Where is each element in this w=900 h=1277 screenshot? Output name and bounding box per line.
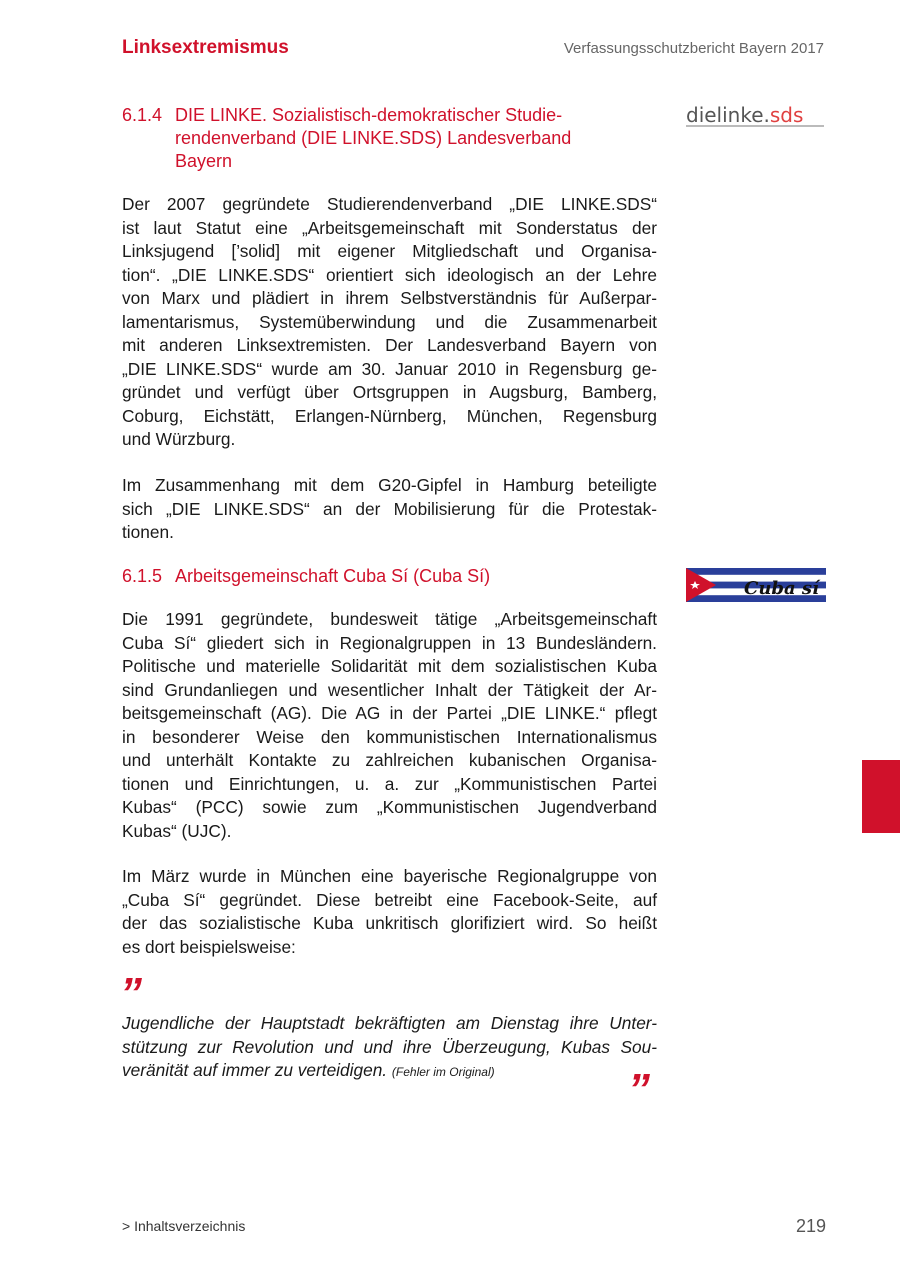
quote-line: Jugendliche der Hauptstadt bekräftigten am Dienstag ihre Unter- [122, 1013, 657, 1033]
text-line: tion“. „DIE LINKE.SDS“ orientiert sich ideologisch an der Lehre [122, 264, 657, 285]
quote-note: (Fehler im Original) [391, 1065, 495, 1079]
section-title: Arbeitsgemeinschaft Cuba Sí (Cuba Sí) [175, 566, 491, 586]
logo-text: Cuba sí [744, 578, 819, 599]
quote-line: stützung zur Revolution und und ihre Überzeugung, Kubas Sou- [122, 1036, 657, 1057]
quote-block [122, 1012, 657, 1085]
quote-close-mark: ” [628, 1065, 650, 1114]
text-line: es dort beispielsweise: [122, 936, 296, 957]
text-line: und unterhält Kontakte zu zahlreichen kubanischen Organisa- [122, 750, 657, 770]
text-line: der das sozialistische Kuba unkritisch glorifiziert wird. So heißt [122, 913, 657, 933]
text-line: in besonderer Weise den kommunistischen Internationalismus [122, 726, 657, 747]
section-title-line: Bayern [175, 151, 233, 171]
text-line: tionen und Einrichtungen, u. a. zur „Kommunistischen Partei [122, 773, 657, 794]
paragraph-sds-intro [122, 193, 657, 452]
text-line: gründet und verfügt über Ortsgruppen in Augsburg, Bamberg, [122, 382, 657, 402]
paragraph-cuba-si-intro [122, 608, 657, 843]
chapter-title: Linksextremismus [122, 37, 289, 58]
text-line: ist laut Statut eine „Arbeitsgemeinschaft mit Sonderstatus der [122, 217, 657, 238]
text-line: und Würzburg. [122, 429, 236, 449]
report-title: Verfassungsschutzbericht Bayern 2017 [563, 40, 824, 57]
text-line: Im Zusammenhang mit dem G20-Gipfel in Hamburg beteiligte [122, 475, 657, 495]
text-line: Die 1991 gegründete, bundesweit tätige „Arbeitsgemeinschaft [122, 609, 657, 629]
quote-line: veränität auf immer zu verteidigen. [122, 1060, 388, 1080]
toc-link[interactable]: > Inhaltsverzeichnis [122, 1218, 246, 1234]
section-title-line: rendenverband (DIE LINKE.SDS) Landesverband [175, 128, 572, 148]
text-line: Linksjugend [’solid] mit eigener Mitgliedschaft und Organisa- [122, 241, 657, 261]
text-line: sich „DIE LINKE.SDS“ an der Mobilisierung für die Protestak- [122, 498, 657, 519]
logo-accent: sds [769, 103, 804, 127]
quote-open-mark: ” [120, 969, 142, 1018]
text-line: lamentarismus, Systemüberwindung und die Zusammenarbeit [122, 311, 657, 332]
text-line: von Marx und plädiert in ihrem Selbstverständnis für Außerpar- [122, 288, 657, 308]
paragraph-munich-group [122, 865, 657, 959]
text-line: Kubas“ (UJC). [122, 820, 232, 841]
section-title-line: DIE LINKE. Sozialistisch-demokratischer Studie- [175, 105, 563, 125]
page-number: 219 [795, 1216, 826, 1236]
section-number: 6.1.5 [122, 566, 163, 586]
text-line: Kubas“ (PCC) sowie zum „Kommunistischen Jugendverband [122, 797, 657, 817]
text-line: tionen. [122, 522, 174, 542]
paragraph-g20 [122, 474, 657, 545]
logo-text: dielinke. [686, 103, 770, 127]
text-line: „DIE LINKE.SDS“ wurde am 30. Januar 2010 in Regensburg ge- [122, 358, 657, 379]
chapter-tab-marker [862, 760, 900, 833]
cuba-si-logo [686, 568, 826, 602]
dielinke-sds-logo [686, 103, 826, 127]
text-line: „Cuba Sí“ gegründet. Diese betreibt eine Facebook-Seite, auf [122, 889, 657, 910]
text-line: Coburg, Eichstätt, Erlangen-Nürnberg, München, Regensburg [122, 405, 657, 426]
section-number: 6.1.4 [122, 105, 163, 125]
section-heading-6-1-4 [122, 104, 625, 173]
text-line: Im März wurde in München eine bayerische Regionalgruppe von [122, 866, 657, 886]
text-line: mit anderen Linksextremisten. Der Landesverband Bayern von [122, 335, 657, 355]
text-line: beitsgemeinschaft (AG). Die AG in der Partei „DIE LINKE.“ pflegt [122, 703, 657, 723]
text-line: Cuba Sí“ gliedert sich in Regionalgruppen in 13 Bundesländern. [122, 632, 657, 653]
text-line: sind Grundanliegen und wesentlicher Inhalt der Tätigkeit der Ar- [122, 679, 657, 700]
text-line: Der 2007 gegründete Studierendenverband „DIE LINKE.SDS“ [122, 194, 657, 214]
section-heading-6-1-5 [122, 565, 625, 588]
text-line: Politische und materielle Solidarität mit dem sozialistischen Kuba [122, 656, 657, 676]
